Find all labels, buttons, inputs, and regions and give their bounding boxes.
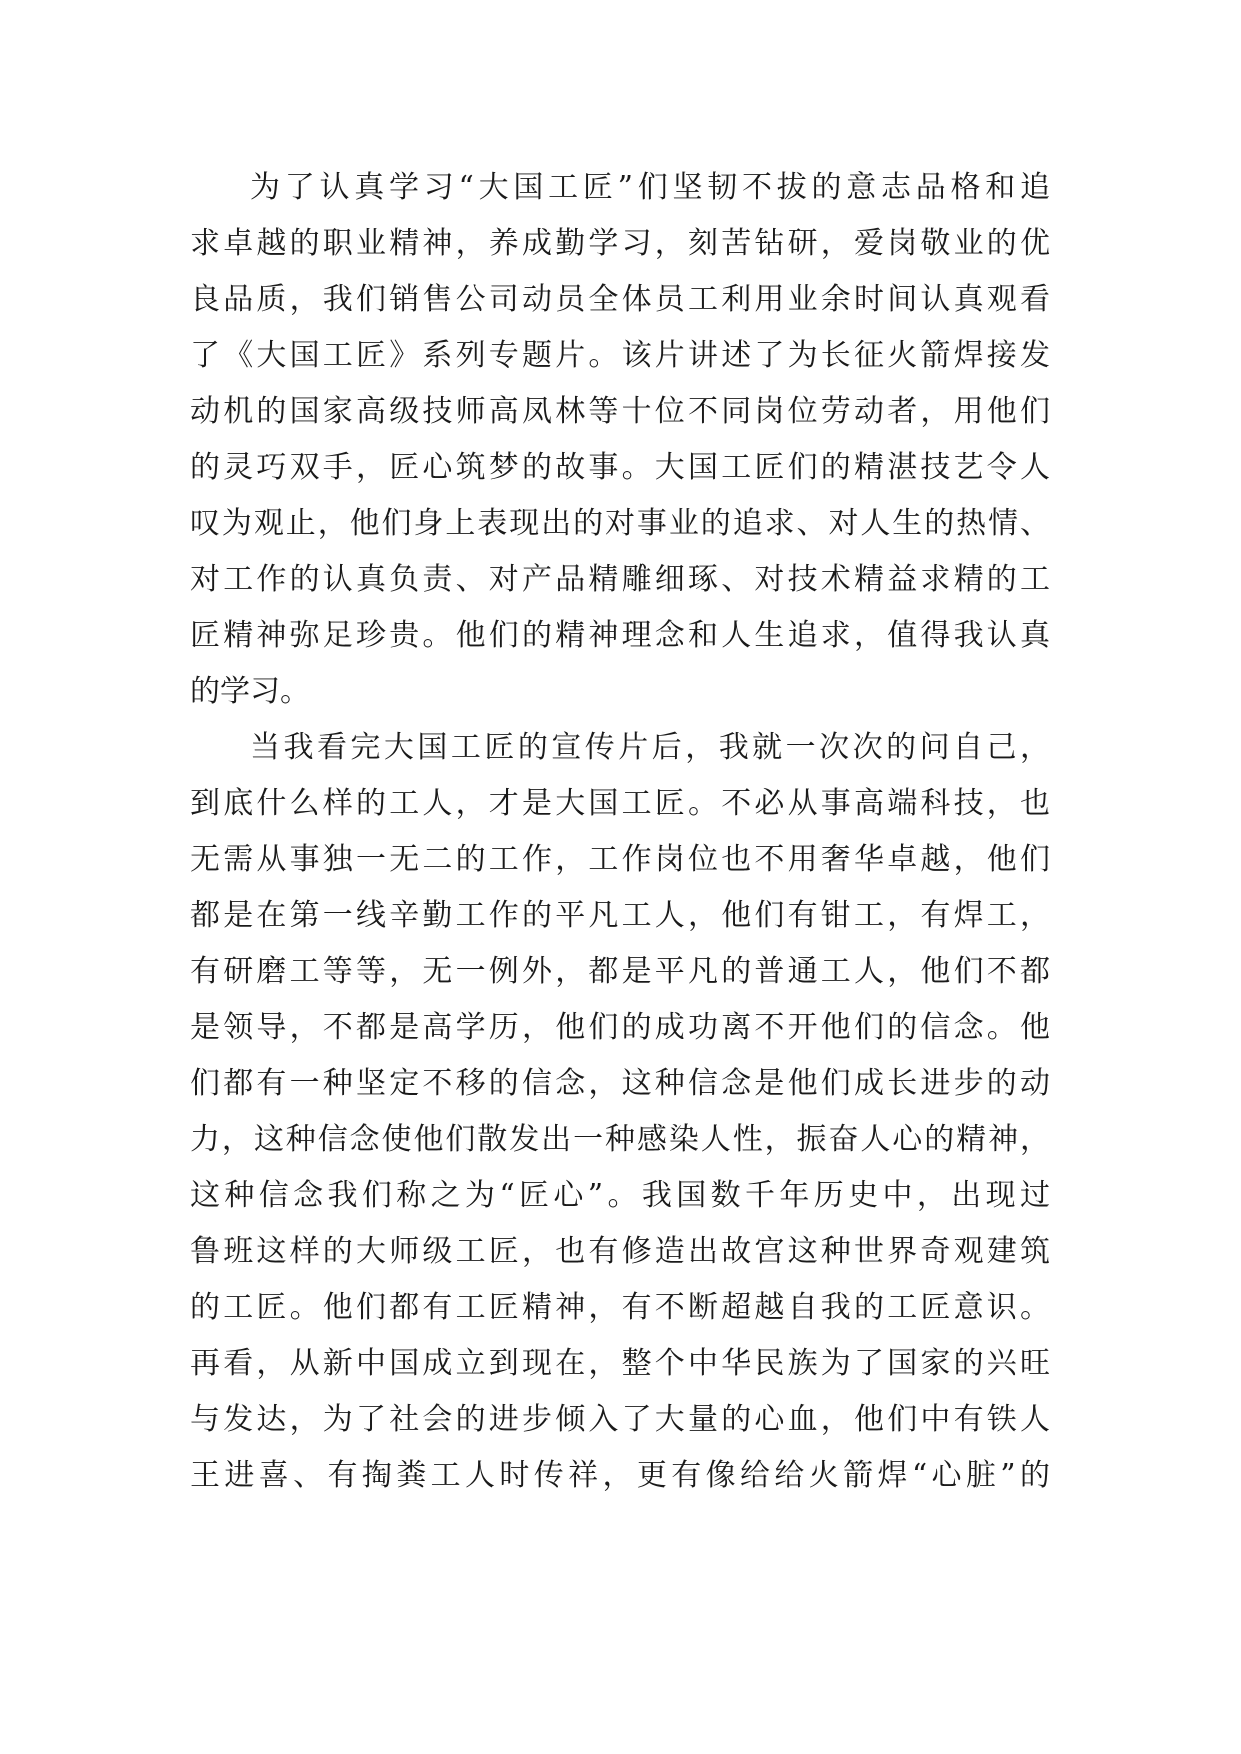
document-body [190,160,1050,1504]
paragraph-2 [190,720,1050,1504]
text-line: 对工作的认真负责、对产品精雕细琢、对技术精益求精的工 [190,562,1050,597]
text-line: 这种信念我们称之为“匠心”。我国数千年历史中，出现过 [190,1178,1050,1213]
text-line: 求卓越的职业精神，养成勤学习，刻苦钻研，爱岗敬业的优 [190,226,1050,261]
text-line: 与发达，为了社会的进步倾入了大量的心血，他们中有铁人 [190,1402,1050,1437]
text-line: 的学习。 [190,674,310,709]
text-line: 良品质，我们销售公司动员全体员工利用业余时间认真观看 [190,282,1050,317]
text-line: 鲁班这样的大师级工匠，也有修造出故宫这种世界奇观建筑 [190,1234,1050,1269]
text-line: 的灵巧双手，匠心筑梦的故事。大国工匠们的精湛技艺令人 [190,450,1050,485]
text-line: 再看，从新中国成立到现在，整个中华民族为了国家的兴旺 [190,1346,1050,1381]
text-line: 匠精神弥足珍贵。他们的精神理念和人生追求，值得我认真 [190,618,1050,653]
text-line: 都是在第一线辛勤工作的平凡工人，他们有钳工，有焊工， [190,898,1050,933]
paragraph-1 [190,160,1050,720]
text-line: 叹为观止，他们身上表现出的对事业的追求、对人生的热情、 [190,506,1050,541]
text-line: 有研磨工等等，无一例外，都是平凡的普通工人，他们不都 [190,954,1050,989]
text-line: 当我看完大国工匠的宣传片后，我就一次次的问自己， [250,730,1050,765]
text-line: 无需从事独一无二的工作，工作岗位也不用奢华卓越，他们 [190,842,1050,877]
text-line: 到底什么样的工人，才是大国工匠。不必从事高端科技，也 [190,786,1050,821]
text-line: 动机的国家高级技师高凤林等十位不同岗位劳动者，用他们 [190,394,1050,429]
text-line: 为了认真学习“大国工匠”们坚韧不拔的意志品格和追 [250,170,1050,205]
text-line: 是领导，不都是高学历，他们的成功离不开他们的信念。他 [190,1010,1050,1045]
text-line: 们都有一种坚定不移的信念，这种信念是他们成长进步的动 [190,1066,1050,1101]
text-line: 了《大国工匠》系列专题片。该片讲述了为长征火箭焊接发 [190,338,1050,373]
text-line: 王进喜、有掏粪工人时传祥，更有像给给火箭焊“心脏”的 [190,1458,1050,1493]
text-line: 力，这种信念使他们散发出一种感染人性，振奋人心的精神， [190,1122,1050,1157]
text-line: 的工匠。他们都有工匠精神，有不断超越自我的工匠意识。 [190,1290,1050,1325]
